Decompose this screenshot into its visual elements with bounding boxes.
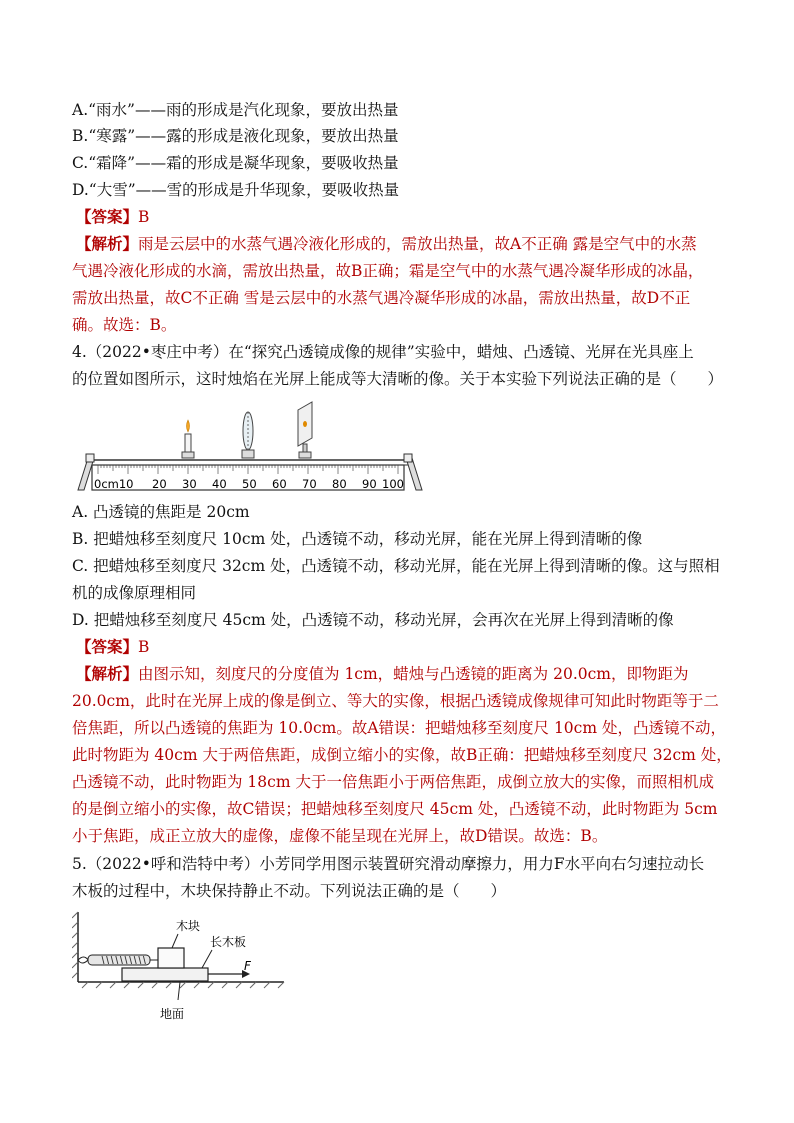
- screen-holder: [299, 452, 311, 458]
- q3-analysis-text-1: 雨是云层中的水蒸气遇冷液化形成的，需放出热量，故A不正确 露是空气中的水蒸: [138, 235, 697, 253]
- lens-holder: [242, 450, 254, 458]
- spring-scale: [78, 955, 158, 965]
- q4-option-c-line-2: 机的成像原理相同: [72, 584, 197, 602]
- q4-answer-tag: 【答案】: [76, 637, 139, 656]
- right-endcap: [404, 454, 412, 462]
- convex-lens: [242, 412, 254, 458]
- q4-answer-value: B: [138, 638, 150, 656]
- ruler-label-20: 20: [152, 477, 167, 491]
- q4-analysis-line-7: 小于焦距，成正立放大的虚像，虚像不能呈现在光屏上，故D错误。故选：B。: [72, 827, 608, 845]
- block-label: 木块: [176, 919, 201, 933]
- ground-leader-line: [178, 982, 180, 1000]
- q4-option-d: D. 把蜡烛移至刻度尺 45cm 处，凸透镜不动，移动光屏，会再次在光屏上得到清晰的像: [72, 611, 674, 629]
- q3-analysis-tag: 【解析】: [76, 234, 139, 253]
- q3-analysis-line-3: 需放出热量，故C不正确 雪是云层中的水蒸气遇冷凝华形成的冰晶，需放出热量，故D不正: [72, 289, 691, 307]
- q3-option-d: D.“大雪”——雪的形成是升华现象，要吸收热量: [72, 181, 400, 199]
- q4-analysis-line-6: 的是倒立缩小的实像，故C错误；把蜡烛移至刻度尺 45cm 处，凸透镜不动，此时物距为 5cm: [72, 800, 718, 818]
- ruler-label-40: 40: [212, 477, 227, 491]
- candle-flame: [187, 420, 190, 432]
- wall-hatching: [72, 912, 78, 978]
- q4-analysis-line-5: 凸透镜不动，此时物距为 18cm 大于一倍焦距小于两倍焦距，成倒立放大的实像，而照相机成: [72, 773, 714, 791]
- q3-option-c: C.“霜降”——霜的形成是凝华现象，要吸收热量: [72, 154, 399, 172]
- optical-bench-svg: [72, 398, 428, 498]
- ruler-label-30: 30: [182, 477, 197, 491]
- q3-analysis-line-1: [76, 232, 697, 256]
- q3-analysis-line-4: 确。故选：B。: [72, 316, 177, 334]
- block-leader-line: [172, 934, 178, 948]
- optical-bench-figure: [72, 398, 428, 498]
- light-screen: [298, 402, 312, 458]
- friction-figure: [72, 908, 292, 1024]
- q4-option-b: B. 把蜡烛移至刻度尺 10cm 处，凸透镜不动，移动光屏，能在光屏上得到清晰的像: [72, 530, 643, 548]
- q4-stem-line-2: 的位置如图所示，这时烛焰在光屏上能成等大清晰的像。关于本实验下列说法正确的是（ ）: [72, 370, 724, 388]
- ground-label: 地面: [160, 1007, 185, 1021]
- left-endcap: [86, 454, 94, 462]
- ruler-label-80: 80: [332, 477, 347, 491]
- q4-analysis-line-2: 20.0cm，此时在光屏上成的像是倒立、等大的实像，根据凸透镜成像规律可知此时物距等于二: [72, 692, 719, 710]
- friction-svg: [72, 908, 292, 1024]
- q3-answer-tag: 【答案】: [76, 207, 139, 226]
- candle: [182, 420, 194, 458]
- candle-holder: [182, 452, 194, 458]
- screen-image: [303, 421, 307, 427]
- q4-option-c-line-1: C. 把蜡烛移至刻度尺 32cm 处，凸透镜不动，移动光屏，能在光屏上得到清晰的像。这与照相: [72, 557, 720, 575]
- scale-hook: [78, 957, 88, 963]
- ground-hatching: [82, 982, 284, 988]
- ruler-label-90: 90: [362, 477, 377, 491]
- board-label: 长木板: [210, 935, 247, 949]
- q4-analysis-line-3: 倍焦距，所以凸透镜的焦距为 10.0cm。故A错误：把蜡烛移至刻度尺 10cm 处，凸透镜不动，: [72, 719, 726, 737]
- q4-option-a: A. 凸透镜的焦距是 20cm: [72, 503, 250, 521]
- q4-analysis-line-1: [76, 662, 689, 686]
- q5-stem-line-1: 5.（2022•呼和浩特中考）小芳同学用图示装置研究滑动摩擦力，用力F水平向右匀速拉动长: [72, 855, 705, 873]
- long-board: [122, 968, 208, 981]
- ruler-label-70: 70: [302, 477, 317, 491]
- q3-answer-value: B: [138, 208, 150, 226]
- candle-body: [185, 434, 191, 452]
- q4-answer: [76, 635, 149, 659]
- ruler-label-50: 50: [242, 477, 257, 491]
- ruler-label-0: 0cm10: [94, 477, 134, 491]
- q5-stem-line-2: 木板的过程中，木块保持静止不动。下列说法正确的是（ ）: [72, 882, 507, 900]
- q3-analysis-line-2: 气遇冷液化形成的水滴，需放出热量，故B正确；霜是空气中的水蒸气遇冷凝华形成的冰晶，: [72, 262, 704, 280]
- force-label: F: [244, 959, 251, 973]
- board-leader-line: [202, 950, 212, 968]
- screen-stem: [303, 444, 307, 452]
- q3-answer: [76, 205, 149, 229]
- q4-stem-line-1: 4.（2022•枣庄中考）在“探究凸透镜成像的规律”实验中，蜡烛、凸透镜、光屏在光具座上: [72, 343, 694, 361]
- q3-option-a: A.“雨水”——雨的形成是汽化现象，要放出热量: [72, 101, 399, 119]
- ruler-label-100: 100: [382, 477, 404, 491]
- right-support: [406, 458, 422, 490]
- wooden-block: [158, 948, 184, 968]
- ruler-label-60: 60: [272, 477, 287, 491]
- q4-analysis-text-1: 由图示知，刻度尺的分度值为 1cm，蜡烛与凸透镜的距离为 20.0cm，即物距为: [138, 665, 689, 683]
- q4-analysis-line-4: 此时物距为 40cm 大于两倍焦距，成倒立缩小的实像，故B正确：把蜡烛移至刻度尺 32cm 处，: [72, 746, 732, 764]
- q3-option-b: B.“寒露”——露的形成是液化现象，要放出热量: [72, 127, 399, 145]
- q4-analysis-tag: 【解析】: [76, 664, 139, 683]
